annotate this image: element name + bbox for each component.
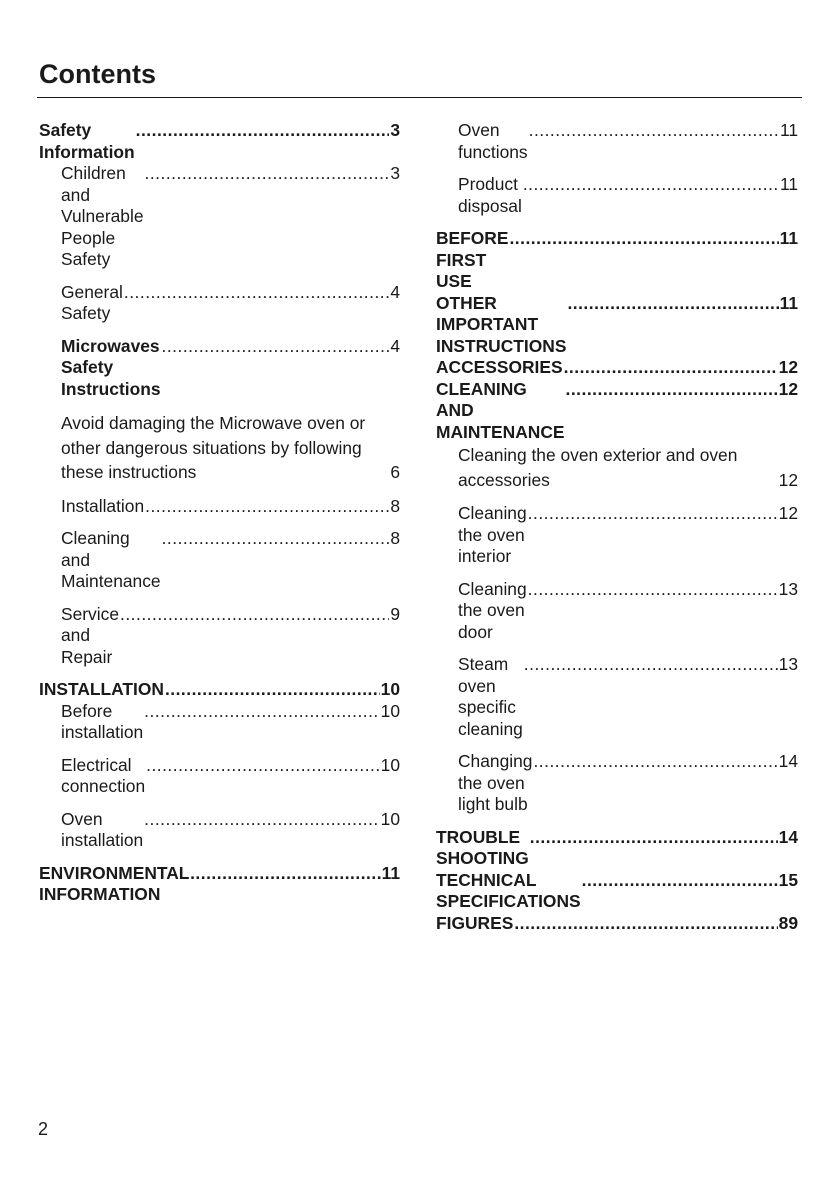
dot-leader: [529, 120, 779, 142]
dot-leader: [523, 174, 779, 196]
toc-page-number: 9: [390, 603, 400, 624]
toc-page-number: 89: [778, 912, 798, 933]
dot-leader: [136, 120, 390, 142]
toc-page-number: 11: [779, 228, 798, 248]
dot-leader: [162, 336, 390, 358]
toc-entry-environmental-information[interactable]: ENVIRONMENTAL INFORMATION ..... 11: [39, 863, 400, 906]
toc-page-number: 12: [778, 469, 798, 490]
page-title: Contents: [39, 59, 156, 89]
toc-entry-installation-safety[interactable]: Installation ..... 8: [39, 496, 400, 518]
toc-entry-cleaning-exterior[interactable]: Cleaning the oven exterior and oven accessories 12: [436, 443, 798, 492]
toc-page-number: 4: [390, 281, 400, 302]
toc-left-column: [39, 120, 400, 906]
dot-leader: [514, 913, 777, 935]
toc-entry-light-bulb[interactable]: Changing the oven light bulb ..... 14: [436, 751, 798, 816]
dot-leader: [564, 357, 778, 379]
toc-page-number: 13: [778, 578, 798, 599]
toc-entry-microwaves-safety[interactable]: Microwaves Safety Instructions ..... 4: [39, 336, 400, 401]
toc-page-number: 10: [380, 754, 400, 775]
dot-leader: [165, 679, 380, 701]
toc-page-number: 11: [779, 120, 798, 140]
dot-leader: [528, 579, 778, 601]
toc-entry-cleaning-interior[interactable]: Cleaning the oven interior ..... 12: [436, 503, 798, 568]
toc-page-number: 10: [380, 700, 400, 721]
dot-leader: [124, 282, 389, 304]
dot-leader: [528, 503, 778, 525]
toc-right-column: [436, 120, 798, 934]
toc-entry-trouble-shooting[interactable]: TROUBLE SHOOTING ..... 14: [436, 827, 798, 870]
dot-leader: [567, 293, 778, 315]
toc-page-number: 4: [390, 335, 400, 356]
toc-entry-steam-cleaning[interactable]: Steam oven specific cleaning ..... 13: [436, 654, 798, 740]
dot-leader: [190, 863, 381, 885]
toc-page-number: 13: [778, 654, 798, 674]
toc-page-number: 11: [779, 174, 798, 194]
dot-leader: [524, 654, 778, 676]
toc-entry-before-installation[interactable]: Before installation ..... 10: [39, 701, 400, 744]
dot-leader: [509, 228, 778, 250]
dot-leader: [146, 755, 380, 777]
toc-entry-oven-functions[interactable]: Oven functions ..... 11: [436, 120, 798, 163]
toc-entry-installation[interactable]: INSTALLATION ..... 10: [39, 679, 400, 701]
dot-leader: [144, 701, 379, 723]
toc-page-number: 12: [778, 357, 798, 377]
dot-leader: [566, 379, 778, 401]
toc-page-number: 11: [779, 292, 798, 313]
toc-entry-cleaning-and-maintenance[interactable]: CLEANING AND MAINTENANCE ..... 12: [436, 379, 798, 444]
toc-entry-figures[interactable]: FIGURES ..... 89: [436, 913, 798, 935]
toc-page-number: 10: [380, 679, 400, 699]
toc-page-number: 12: [778, 503, 798, 523]
toc-entry-avoid-damaging[interactable]: Avoid damaging the Microwave oven or other dangerous situations by following these instructions 6: [39, 411, 400, 485]
toc-entry-oven-installation[interactable]: Oven installation ..... 10: [39, 809, 400, 852]
toc-entry-service-repair[interactable]: Service and Repair ..... 9: [39, 604, 400, 669]
toc-page-number: 11: [381, 862, 400, 883]
title-divider: [37, 97, 802, 98]
dot-leader: [533, 751, 777, 773]
toc-page-number: 3: [390, 163, 400, 183]
page-number: 2: [38, 1119, 49, 1139]
dot-leader: [145, 163, 390, 185]
dot-leader: [145, 496, 389, 518]
dot-leader: [582, 870, 778, 892]
toc-entry-other-important-instructions[interactable]: OTHER IMPORTANT INSTRUCTIONS ..... 11: [436, 293, 798, 358]
toc-entry-electrical-connection[interactable]: Electrical connection ..... 10: [39, 755, 400, 798]
toc-page-number: 10: [380, 808, 400, 829]
toc-entry-before-first-use[interactable]: BEFORE FIRST USE ..... 11: [436, 228, 798, 293]
toc-page-number: 3: [390, 120, 400, 140]
toc-entry-cleaning-maintenance-safety[interactable]: Cleaning and Maintenance ..... 8: [39, 528, 400, 593]
dot-leader: [530, 827, 778, 849]
toc-entry-accessories[interactable]: ACCESSORIES ..... 12: [436, 357, 798, 379]
toc-page-number: 8: [390, 528, 400, 548]
toc-page-number: 6: [390, 462, 400, 482]
toc-page-number: 14: [778, 751, 798, 771]
dot-leader: [144, 809, 379, 831]
dot-leader: [162, 528, 390, 550]
toc-entry-technical-specifications[interactable]: TECHNICAL SPECIFICATIONS ..... 15: [436, 870, 798, 913]
toc-entry-children-safety[interactable]: Children and Vulnerable People Safety ..... 3: [39, 163, 400, 271]
dot-leader: [120, 604, 389, 626]
toc-page-number: 14: [778, 826, 798, 847]
toc-page-number: 8: [390, 495, 400, 516]
toc-page-number: 15: [778, 869, 798, 890]
toc-entry-general-safety[interactable]: General Safety ..... 4: [39, 282, 400, 325]
toc-entry-safety-information[interactable]: Safety Information ..... 3: [39, 120, 400, 163]
toc-page-number: 12: [778, 378, 798, 399]
toc-entry-cleaning-door[interactable]: Cleaning the oven door ..... 13: [436, 579, 798, 644]
toc-entry-product-disposal[interactable]: Product disposal ..... 11: [436, 174, 798, 217]
